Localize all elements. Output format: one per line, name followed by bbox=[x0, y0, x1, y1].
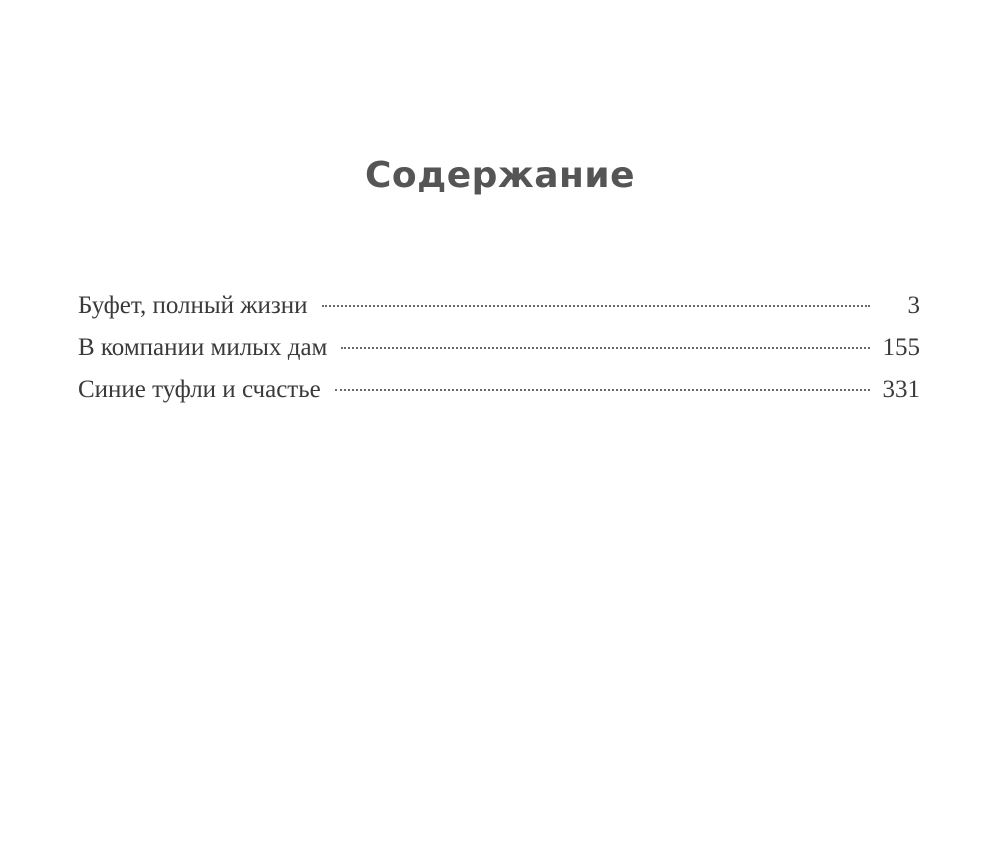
dot-leader bbox=[341, 347, 870, 349]
toc-entry-title: В компании милых дам bbox=[78, 334, 328, 361]
toc-entry-title: Буфет, полный жизни bbox=[78, 292, 308, 319]
toc-entry-page-number: 331 bbox=[882, 376, 920, 403]
toc-entry-page-number: 155 bbox=[882, 334, 920, 361]
table-of-contents bbox=[78, 292, 920, 418]
toc-entry bbox=[78, 292, 920, 334]
toc-entry-title: Синие туфли и счастье bbox=[78, 376, 321, 403]
toc-entry-page-number: 3 bbox=[907, 292, 920, 319]
page-title: Содержание bbox=[364, 155, 636, 196]
toc-entry bbox=[78, 334, 920, 376]
toc-entry bbox=[78, 376, 920, 418]
dot-leader bbox=[335, 389, 870, 391]
dot-leader bbox=[322, 305, 870, 307]
